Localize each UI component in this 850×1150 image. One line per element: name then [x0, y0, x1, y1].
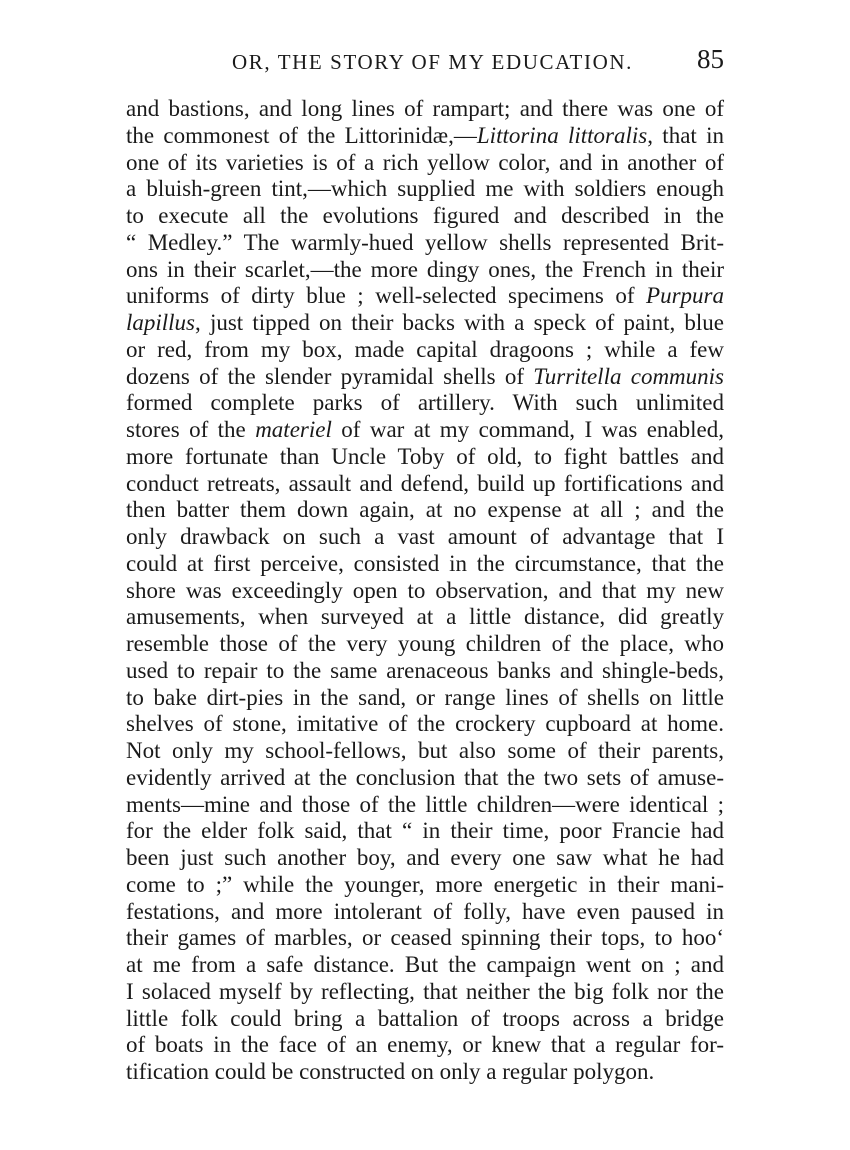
text-line: [126, 631, 724, 658]
text-line: [126, 417, 724, 444]
line-segment: then batter them down again, at no expense at all ; and the: [126, 497, 724, 523]
line-segment: “ Medley.” The warmly-hued yellow shells represented Brit-: [126, 229, 724, 255]
text-line: [126, 390, 724, 417]
text-line: [126, 1032, 724, 1059]
text-line: [126, 123, 724, 150]
text-line: [126, 203, 724, 230]
text-line: [126, 497, 724, 524]
line-segment: , that in: [647, 122, 724, 148]
body-text: [126, 96, 724, 1086]
line-segment: of boats in the face of an enemy, or knew that a regular for-: [126, 1032, 724, 1058]
line-segment: and bastions, and long lines of rampart; and there was one of: [126, 96, 724, 121]
text-line: [126, 872, 724, 899]
line-segment: at me from a safe distance. But the campaign went on ; and: [126, 952, 724, 977]
line-segment: come to ;” while the younger, more energetic in their mani-: [126, 871, 724, 897]
line-segment: one of its varieties is of a rich yellow color, and in another of: [126, 149, 724, 175]
line-segment: ons in their scarlet,—the more dingy ones, the French in their: [126, 256, 724, 282]
text-line: [126, 738, 724, 765]
line-segment: festations, and more intolerant of folly, have even paused in: [126, 898, 724, 924]
line-segment: a bluish-green tint,—which supplied me with soldiers enough: [126, 176, 724, 202]
text-line: [126, 792, 724, 819]
italic-term: Purpura: [646, 283, 724, 309]
text-line: [126, 1006, 724, 1033]
line-segment: been just such another boy, and every one saw what he had: [126, 845, 724, 870]
italic-term: materiel: [255, 417, 332, 442]
page-number: 85: [697, 44, 724, 74]
line-segment: I solaced myself by reflecting, that neither the big folk nor the: [126, 978, 724, 1004]
line-segment: little folk could bring a battalion of troops across a bridge: [126, 1005, 724, 1031]
text-line: [126, 604, 724, 631]
text-line: [126, 658, 724, 685]
line-segment: formed complete parks of artillery. With such unlimited: [126, 390, 724, 416]
text-line: [126, 551, 724, 578]
line-segment: to bake dirt-pies in the sand, or range lines of shells on little: [126, 684, 724, 710]
text-line: [126, 444, 724, 471]
italic-term: Littorina littoralis: [476, 122, 648, 148]
line-segment: uniforms of dirty blue ; well-selected specimens of: [126, 283, 647, 309]
line-segment: only drawback on such a vast amount of advantage that I: [126, 524, 724, 549]
text-line: [126, 845, 724, 872]
text-line: [126, 283, 724, 310]
line-segment: amusements, when surveyed at a little distance, did greatly: [126, 604, 724, 630]
line-segment: used to repair to the same arenaceous banks and shingle-beds,: [126, 657, 724, 683]
text-line: [126, 1059, 724, 1086]
text-line: [126, 310, 724, 337]
line-segment: Not only my school-fellows, but also some of their parents,: [126, 738, 724, 763]
line-segment: could at first perceive, consisted in the circumstance, that the: [126, 550, 724, 576]
line-segment: more fortunate than Uncle Toby of old, to fight battles and: [126, 443, 724, 469]
text-line: [126, 364, 724, 391]
text-line: [126, 257, 724, 284]
text-line: [126, 471, 724, 498]
line-segment: their games of marbles, or ceased spinning their tops, to hoo‘: [126, 925, 724, 951]
line-segment: to execute all the evolutions figured and described in the: [126, 203, 724, 228]
line-segment: dozens of the slender pyramidal shells of: [126, 363, 534, 389]
text-line: [126, 96, 724, 123]
text-line: [126, 925, 724, 952]
text-line: [126, 765, 724, 792]
line-segment: tification could be constructed on only a regular polygon.: [126, 1059, 655, 1084]
text-line: [126, 685, 724, 712]
text-line: [126, 899, 724, 926]
text-line: [126, 979, 724, 1006]
italic-term: Turritella communis: [533, 363, 725, 389]
line-segment: shelves of stone, imitative of the crockery cupboard at home.: [126, 711, 724, 737]
text-line: [126, 578, 724, 605]
line-segment: for the elder folk said, that “ in their time, poor Francie had: [126, 818, 724, 844]
text-line: [126, 337, 724, 364]
text-line: [126, 150, 724, 177]
text-line: [126, 818, 724, 845]
italic-term: lapillus: [126, 310, 196, 335]
text-line: [126, 176, 724, 203]
line-segment: of war at my command, I was enabled,: [331, 417, 724, 442]
running-head: [126, 44, 724, 80]
line-segment: stores of the: [126, 417, 256, 442]
text-line: [126, 524, 724, 551]
line-segment: or red, from my box, made capital dragoons ; while a few: [126, 336, 724, 362]
line-segment: evidently arrived at the conclusion that the two sets of amuse-: [126, 764, 724, 790]
line-segment: shore was exceedingly open to observation, and that my new: [126, 577, 724, 603]
text-line: [126, 711, 724, 738]
line-segment: , just tipped on their backs with a speck of paint, blue: [195, 310, 724, 335]
line-segment: ments—mine and those of the little children—were identical ;: [126, 791, 724, 817]
text-line: [126, 230, 724, 257]
line-segment: the commonest of the Littorinidæ,—: [126, 122, 477, 148]
line-segment: resemble those of the very young children of the place, who: [126, 631, 724, 656]
text-line: [126, 952, 724, 979]
line-segment: conduct retreats, assault and defend, build up fortifications and: [126, 470, 724, 496]
running-title: OR, THE STORY OF MY EDUCATION.: [232, 50, 633, 74]
